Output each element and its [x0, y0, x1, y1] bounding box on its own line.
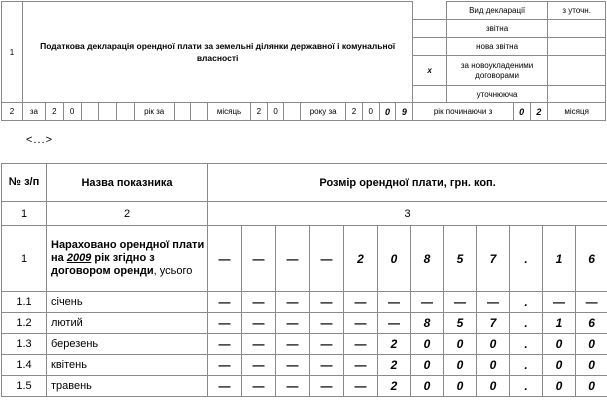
amount-cell[interactable]: — — [242, 355, 276, 376]
amount-cell[interactable]: 0 — [543, 376, 576, 397]
amount-cell[interactable]: — — [242, 292, 276, 313]
amount-cell[interactable]: 0 — [477, 334, 510, 355]
amount-cell[interactable]: — — [378, 292, 411, 313]
amount-cell[interactable]: 0 — [543, 334, 576, 355]
amount-cell[interactable]: — — [411, 292, 444, 313]
amount-cell[interactable]: — — [477, 292, 510, 313]
amount-cell[interactable]: — — [242, 226, 276, 292]
amount-cell[interactable]: — — [543, 292, 576, 313]
amount-cell[interactable]: — — [310, 292, 344, 313]
total-label-part: рік згідно з договором оренди — [51, 252, 155, 277]
blank-cell — [413, 2, 446, 20]
period-za-label: за — [22, 103, 45, 121]
amount-cell[interactable]: — — [276, 376, 310, 397]
option-new-contracts: за новоукладеними договорами — [446, 56, 547, 86]
omitted-section-marker: <...> — [26, 134, 54, 146]
period-month-label: місяць — [208, 103, 251, 121]
blank-cell — [174, 103, 191, 121]
col-header-number: № з/п — [2, 164, 47, 202]
amount-cell[interactable]: 0 — [411, 376, 444, 397]
amount-cell[interactable]: 2 — [378, 376, 411, 397]
period-month-suffix-label: місяця — [548, 103, 606, 121]
table-row — [2, 376, 607, 397]
blank-cell — [284, 103, 301, 121]
blank-cell — [81, 103, 99, 121]
amount-cell[interactable]: — — [276, 355, 310, 376]
blank-cell — [548, 56, 606, 86]
amount-cell[interactable]: 0 — [378, 226, 411, 292]
declaration-header — [1, 1, 606, 121]
table-row — [2, 313, 607, 334]
amount-cell[interactable]: . — [510, 313, 543, 334]
amount-cell[interactable]: 7 — [477, 313, 510, 334]
blank-cell — [99, 103, 117, 121]
option-mark-clarifying[interactable] — [413, 86, 446, 103]
amount-cell[interactable]: 0 — [411, 334, 444, 355]
amount-cell[interactable]: — — [344, 334, 378, 355]
amount-cell[interactable]: 1 — [543, 226, 576, 292]
amount-cell[interactable]: 0 — [576, 376, 607, 397]
row-name: березень — [47, 334, 208, 355]
col-header-name: Назва показника — [47, 164, 208, 202]
amount-cell[interactable]: — — [208, 334, 242, 355]
amount-cell[interactable]: — — [310, 355, 344, 376]
amount-cell[interactable]: — — [576, 292, 607, 313]
row-name: квітень — [47, 355, 208, 376]
amount-cell[interactable]: — — [208, 292, 242, 313]
period-year-for-label: рік за — [134, 103, 174, 121]
amount-cell[interactable]: — — [310, 334, 344, 355]
period-month-digit[interactable]: 2 — [250, 103, 267, 121]
period-digit[interactable]: 2 — [45, 103, 63, 121]
total-year: 2009 — [66, 252, 92, 264]
option-reporting: звітна — [446, 20, 547, 38]
amount-cell[interactable]: — — [344, 313, 378, 334]
amount-cell[interactable]: 0 — [444, 334, 477, 355]
option-clarifying: уточнююча — [446, 86, 547, 103]
amount-cell[interactable]: — — [444, 292, 477, 313]
amount-cell[interactable]: 2 — [344, 226, 378, 292]
period-start-digit[interactable]: 2 — [530, 103, 548, 121]
amount-cell[interactable]: 5 — [444, 226, 477, 292]
amount-cell[interactable]: 2 — [378, 355, 411, 376]
row-name: лютий — [47, 313, 208, 334]
period-year-digit[interactable]: 0 — [362, 103, 379, 121]
amount-cell[interactable]: 0 — [543, 355, 576, 376]
amount-cell[interactable]: 5 — [444, 313, 477, 334]
amount-cell[interactable]: . — [510, 334, 543, 355]
blank-cell — [548, 38, 606, 56]
period-year-digit[interactable]: 2 — [346, 103, 363, 121]
row-name: січень — [47, 292, 208, 313]
amount-cell[interactable]: — — [242, 376, 276, 397]
amount-cell[interactable]: — — [276, 226, 310, 292]
amount-cell[interactable]: 7 — [477, 226, 510, 292]
col-header-amount: Розмір орендної плати, грн. коп. — [208, 164, 607, 202]
amount-cell[interactable]: — — [344, 376, 378, 397]
row-number: 1.4 — [2, 355, 47, 376]
blank-cell — [191, 103, 208, 121]
period-of-year-label: року за — [301, 103, 346, 121]
amount-cell[interactable]: — — [242, 313, 276, 334]
period-start-digit[interactable]: 0 — [513, 103, 530, 121]
amount-cell[interactable]: 0 — [444, 376, 477, 397]
amount-cell[interactable]: — — [242, 334, 276, 355]
header-row-number: 1 — [2, 2, 23, 103]
amount-cell[interactable]: 6 — [576, 313, 607, 334]
amount-cell[interactable]: — — [208, 355, 242, 376]
total-label-suffix: , усього — [153, 265, 193, 277]
row-number: 1.2 — [2, 313, 47, 334]
blank-cell — [117, 103, 135, 121]
rent-table — [1, 163, 607, 397]
amount-cell[interactable]: 6 — [576, 226, 607, 292]
row-number: 1 — [2, 226, 47, 292]
clarifying-short-label: з уточн. — [548, 2, 606, 20]
blank-cell — [548, 86, 606, 103]
amount-cell[interactable]: . — [510, 226, 543, 292]
amount-cell[interactable]: 0 — [477, 355, 510, 376]
col-index: 3 — [208, 202, 607, 226]
amount-cell[interactable]: 0 — [444, 355, 477, 376]
amount-cell[interactable]: 8 — [411, 313, 444, 334]
blank-cell — [548, 20, 606, 38]
option-mark-new-reporting[interactable] — [413, 38, 446, 56]
amount-cell[interactable]: — — [344, 292, 378, 313]
table-row — [2, 334, 607, 355]
table-row — [2, 292, 607, 313]
amount-cell[interactable]: . — [510, 292, 543, 313]
amount-cell[interactable]: — — [310, 376, 344, 397]
declaration-type-label: Вид декларації — [446, 2, 547, 20]
amount-cell[interactable]: 2 — [378, 334, 411, 355]
col-index: 1 — [2, 202, 47, 226]
amount-cell[interactable]: — — [310, 226, 344, 292]
period-digit[interactable]: 0 — [63, 103, 81, 121]
total-label-part: Нараховано орендної плати на — [51, 239, 205, 264]
amount-cell[interactable]: 0 — [411, 355, 444, 376]
amount-cell[interactable]: . — [510, 376, 543, 397]
period-month-digit[interactable]: 0 — [267, 103, 284, 121]
period-year-digit[interactable]: 0 — [379, 103, 396, 121]
amount-cell[interactable]: 0 — [576, 334, 607, 355]
option-new-reporting: нова звітна — [446, 38, 547, 56]
amount-cell[interactable]: — — [344, 355, 378, 376]
amount-cell[interactable]: 1 — [543, 313, 576, 334]
row-number: 1.5 — [2, 376, 47, 397]
declaration-title: Податкова декларація орендної плати за земельні ділянки державної і комунальної власності — [22, 2, 412, 103]
amount-cell[interactable]: — — [208, 226, 242, 292]
amount-cell[interactable]: 8 — [411, 226, 444, 292]
amount-cell[interactable]: — — [208, 376, 242, 397]
option-mark-new-contracts[interactable]: x — [413, 56, 446, 86]
amount-cell[interactable]: — — [310, 313, 344, 334]
period-day-digit[interactable]: 2 — [2, 103, 23, 121]
amount-cell[interactable]: — — [276, 292, 310, 313]
amount-cell[interactable]: — — [208, 313, 242, 334]
row-name: травень — [47, 376, 208, 397]
row-name-total — [47, 226, 208, 292]
col-index: 2 — [47, 202, 208, 226]
period-year-digit[interactable]: 9 — [396, 103, 413, 121]
table-row-total — [2, 226, 607, 292]
amount-cell[interactable]: 0 — [477, 376, 510, 397]
amount-cell[interactable]: — — [276, 334, 310, 355]
row-number: 1.3 — [2, 334, 47, 355]
table-row — [2, 355, 607, 376]
period-start-label: рік починаючи з — [413, 103, 513, 121]
amount-cell[interactable]: . — [510, 355, 543, 376]
option-mark-reporting[interactable] — [413, 20, 446, 38]
row-number: 1.1 — [2, 292, 47, 313]
amount-cell[interactable]: — — [378, 313, 411, 334]
amount-cell[interactable]: 0 — [576, 355, 607, 376]
amount-cell[interactable]: — — [276, 313, 310, 334]
